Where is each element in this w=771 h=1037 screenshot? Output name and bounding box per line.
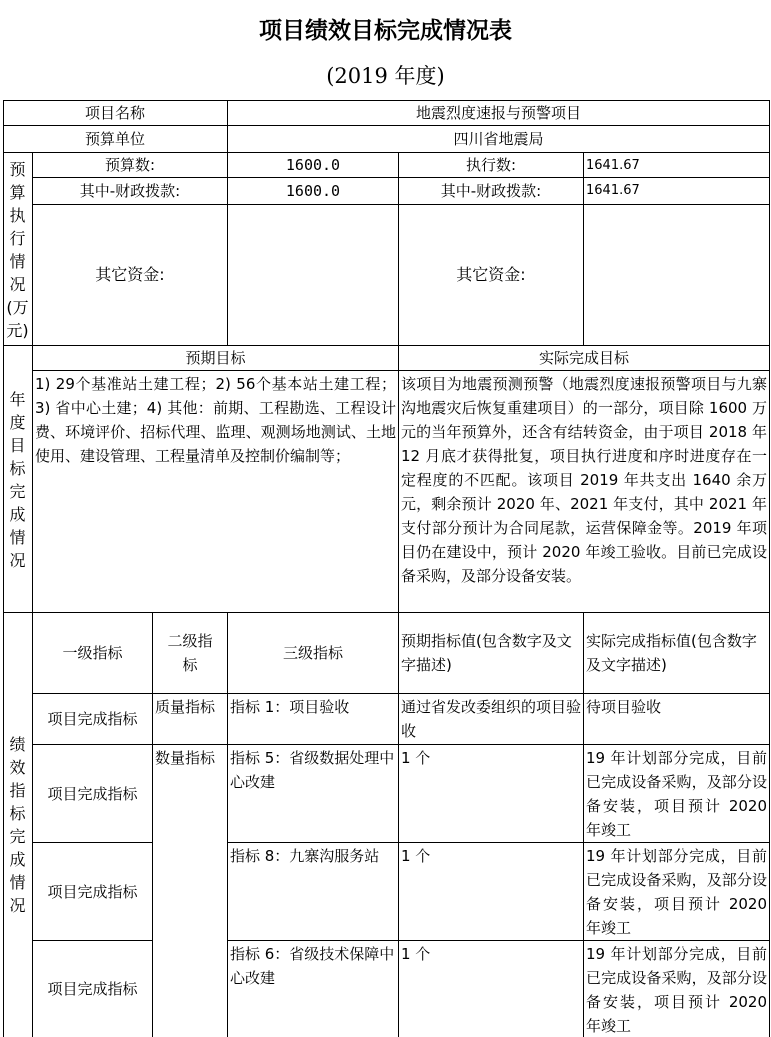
row1-level2: 质量指标 — [153, 694, 228, 745]
budget-unit-value: 四川省地震局 — [228, 126, 770, 153]
row1-level1: 项目完成指标 — [33, 694, 153, 745]
budget-unit-label: 预算单位 — [3, 126, 228, 153]
row2-actual: 19 年计划部分完成，目前已完成设备采购，及部分设备安装，项目预计 2020 年竣工 — [584, 745, 770, 843]
quantity-indicator-cell: 数量指标 — [153, 745, 228, 1037]
performance-section-text: 绩效指标完成情况 — [9, 735, 26, 915]
fiscal-value: 1600.0 — [228, 178, 399, 205]
row1-actual: 待项目验收 — [584, 694, 770, 745]
row3-expected: 1 个 — [399, 843, 584, 941]
fiscal-exec-value: 1641.67 — [584, 178, 770, 205]
row2-level3: 指标 5：省级数据处理中心改建 — [228, 745, 399, 843]
row4-actual: 19 年计划部分完成，目前已完成设备采购，及部分设备安装，项目预计 2020 年竣工 — [584, 941, 770, 1037]
row2-level1: 项目完成指标 — [33, 745, 153, 843]
row3-level3: 指标 8：九寨沟服务站 — [228, 843, 399, 941]
row1-expected: 通过省发改委组织的项目验收 — [399, 694, 584, 745]
header-expected: 预期指标值(包含数字及文字描述) — [399, 613, 584, 694]
row3-level1: 项目完成指标 — [33, 843, 153, 941]
exec-amount-label: 执行数: — [399, 153, 584, 178]
other-funds-value — [228, 205, 399, 346]
budget-amount-value: 1600.0 — [228, 153, 399, 178]
row4-level3: 指标 6：省级技术保障中心改建 — [228, 941, 399, 1037]
project-name-value: 地震烈度速报与预警项目 — [228, 100, 770, 126]
fiscal-label: 其中-财政拨款: — [33, 178, 228, 205]
expected-target-header: 预期目标 — [33, 346, 399, 371]
other-funds-exec-label: 其它资金: — [399, 205, 584, 346]
budget-section-label — [3, 153, 33, 346]
row2-expected: 1 个 — [399, 745, 584, 843]
budget-section-text: 预算执行情况(万元) — [6, 159, 29, 340]
header-level3: 三级指标 — [228, 613, 399, 694]
page-subtitle: (2019 年度) — [326, 64, 445, 88]
actual-target-text: 该项目为地震预测预警（地震烈度速报预警项目与九寨沟地震灾后恢复重建项目）的一部分，项目除 1600 万元的当年预算外，还含有结转资金，由于项目 2018 年 12 月底才获得批复，项目执行进度和序时进度存在一定程度的不匹配。该项目 2019 年共支出 1640 余万元，剩余预计 2020 年、2021 年支付，其中 2021 年支付部分预计为合同尾款，运营保障金等。2019 年项目仍在建设中，预计 2020 年竣工验收。目前已完成设备采购，及部分设备安装。 — [399, 371, 770, 613]
header-actual: 实际完成指标值(包含数字及文字描述) — [584, 613, 770, 694]
other-funds-label: 其它资金: — [33, 205, 228, 346]
actual-target-header: 实际完成目标 — [399, 346, 770, 371]
performance-section-label — [3, 613, 33, 1037]
header-level1: 一级指标 — [33, 613, 153, 694]
page-title: 项目绩效目标完成情况表 — [259, 17, 512, 44]
budget-amount-label: 预算数: — [33, 153, 228, 178]
row4-expected: 1 个 — [399, 941, 584, 1037]
fiscal-exec-label: 其中-财政拨款: — [399, 178, 584, 205]
expected-target-text: 1) 29个基准站土建工程；2) 56个基本站土建工程；3) 省中心土建；4) 其他：前期、工程勘选、工程设计费、环境评价、招标代理、监理、观测场地测试、土地使用、建设管理、工程量清单及控制价编制等； — [33, 371, 399, 613]
project-name-label: 项目名称 — [3, 100, 228, 126]
annual-section-label — [3, 346, 33, 613]
annual-section-text: 年度目标完成情况 — [9, 389, 26, 570]
row4-level1: 项目完成指标 — [33, 941, 153, 1037]
other-funds-exec-value — [584, 205, 770, 346]
row1-level3: 指标 1：项目验收 — [228, 694, 399, 745]
exec-amount-value: 1641.67 — [584, 153, 770, 178]
header-level2: 二级指标 — [153, 613, 228, 694]
row3-actual: 19 年计划部分完成，目前已完成设备采购，及部分设备安装，项目预计 2020 年竣工 — [584, 843, 770, 941]
